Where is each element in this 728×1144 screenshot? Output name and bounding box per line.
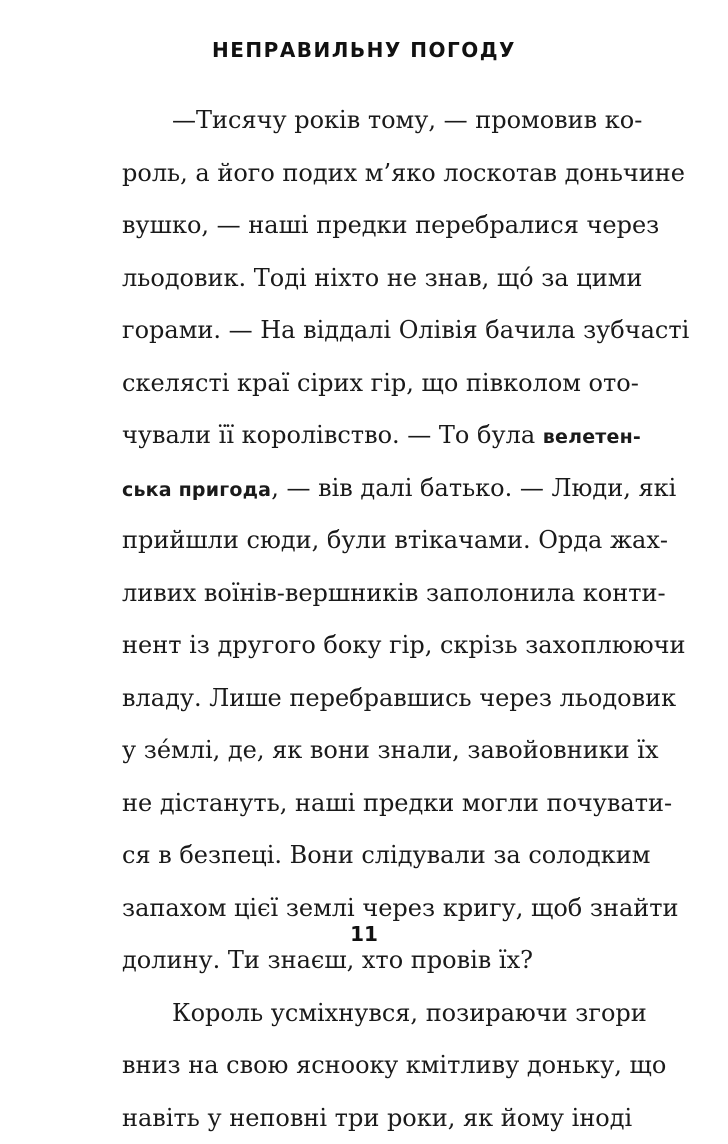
running-title: НЕПРАВИЛЬНУ ПОГОДУ [0,38,728,62]
text-line: долину. Ти знаєш, хто провів їх? [122,934,626,987]
text-line: роль, а його подих м’яко лоскотав доньчине [122,147,626,200]
text-line: не дістануть, наші предки могли почувати- [122,777,626,830]
text-line: навіть у неповні три роки, як йому іноді [122,1092,626,1144]
page-number: 11 [0,922,728,946]
text-line: нент із другого боку гір, скрізь захоплюючи [122,619,626,672]
text-line: —Тисячу років тому, — промовив ко- [122,94,626,147]
text-line: ська пригода, — вів далі батько. — Люди, які [122,462,626,515]
text-line: чували її королівство. — То була велетен- [122,409,626,462]
text-line: ливих воїнів-вершників заполонила конти- [122,567,626,620]
emphasized-phrase: ська пригода [122,479,271,501]
text-line: вниз на свою ясноокy кмітливу доньку, що [122,1039,626,1092]
text-line: льодовик. Тоді ніхто не знав, щó за цими [122,252,626,305]
text-line: скелясті краї сірих гір, що півколом ото- [122,357,626,410]
emphasized-phrase: велетен- [543,426,641,448]
text-line: Король усміхнувся, позираючи згори [122,987,626,1040]
text-line: прийшли сюди, були втікачами. Орда жах- [122,514,626,567]
text-line: вушко, — наші предки перебралися через [122,199,626,252]
text-line: ся в безпеці. Вони слідували за солодким [122,829,626,882]
text-line: владу. Лише перебравшись через льодовик [122,672,626,725]
body-text [122,94,626,1144]
text-line: запахом цієї землі через кригу, щоб знайти [122,882,626,935]
text-line: у зéмлі, де, як вони знали, завойовники їх [122,724,626,777]
text-line: горами. — На віддалі Олівія бачила зубчасті [122,304,626,357]
